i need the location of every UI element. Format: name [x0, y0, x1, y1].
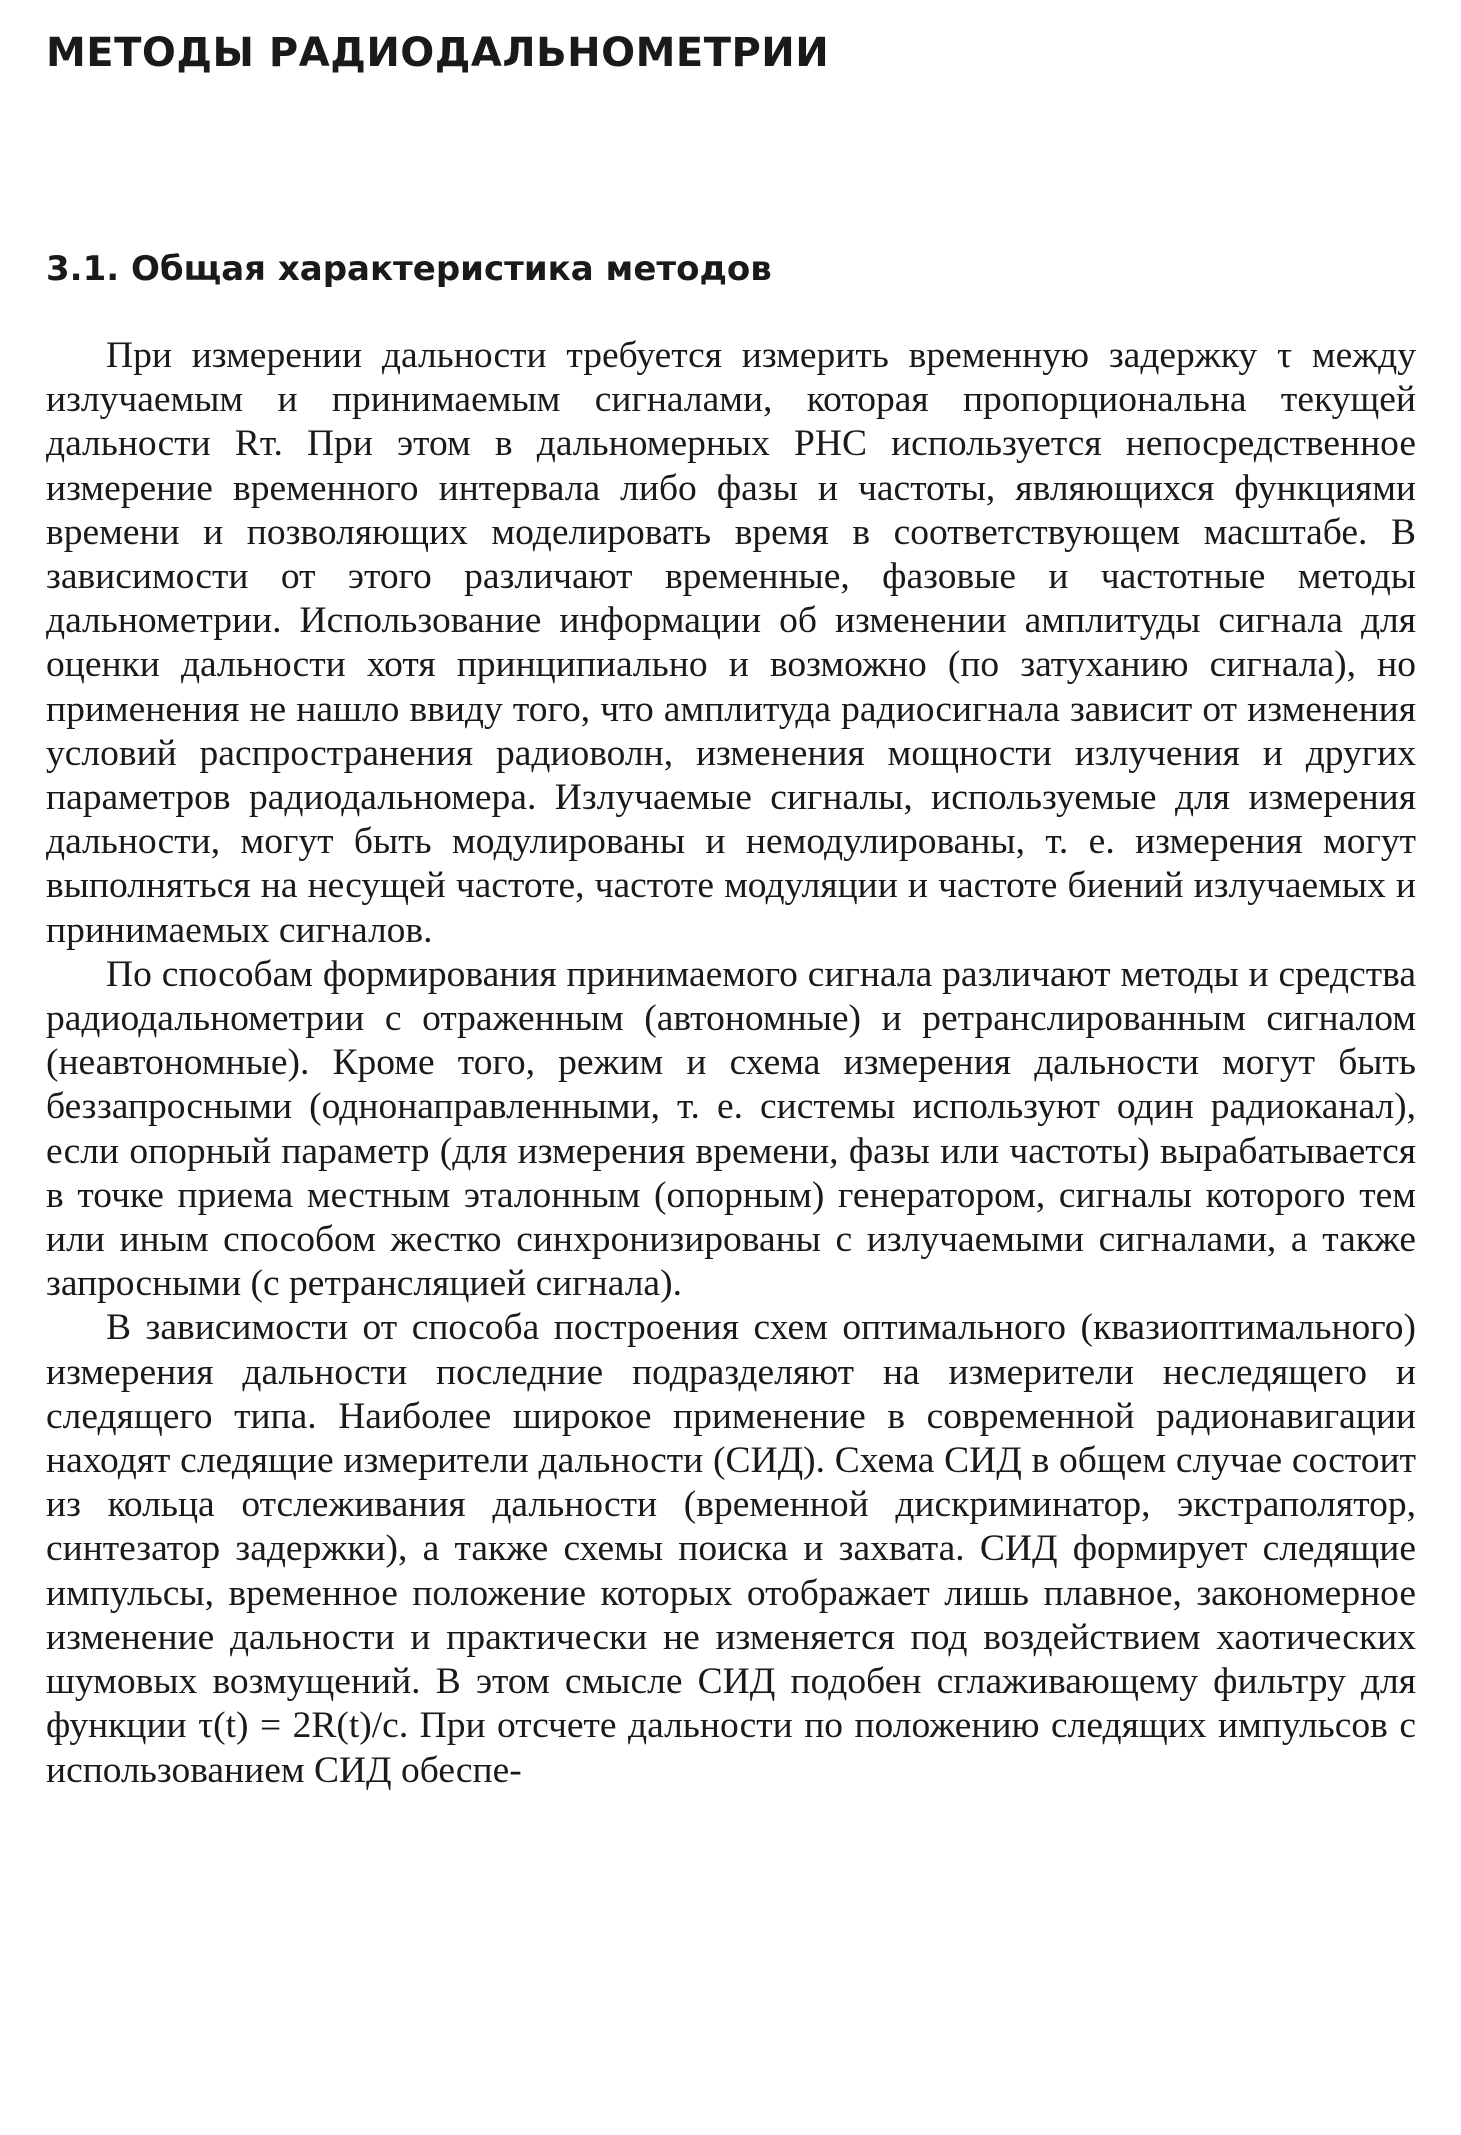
body-text: [46, 334, 1416, 1793]
document-page: [46, 26, 1416, 1793]
chapter-title: МЕТОДЫ РАДИОДАЛЬНОМЕТРИИ: [46, 30, 830, 76]
paragraph-1: При измерении дальности требуется измерить временную задержку τ между излучаемым и принимаемым сигналами, которая пропорциональна текущей дальности Rт. При этом в дальномерных РНС используется непосредственное измерение временного интервала либо фазы и частоты, являющихся функциями времени и позволяющих моделировать время в соответствующем масштабе. В зависимости от этого различают временные, фазовые и частотные методы дальнометрии. Использование информации об изменении амплитуды сигнала для оценки дальности хотя принципиально и возможно (по затуханию сигнала), но применения не нашло ввиду того, что амплитуда радиосигнала зависит от изменения условий распространения радиоволн, изменения мощности излучения и других параметров радиодальномера. Излучаемые сигналы, используемые для измерения дальности, могут быть модулированы и немодулированы, т. е. измерения могут выполняться на несущей частоте, частоте модуляции и частоте биений излучаемых и принимаемых сигналов.: [46, 335, 1416, 951]
paragraph-2: По способам формирования принимаемого сигнала различают методы и средства радиодальнометрии с отраженным (автономные) и ретранслированным сигналом (неавтономные). Кроме того, режим и схема измерения дальности могут быть беззапросными (однонаправленными, т. е. системы используют один радиоканал), если опорный параметр (для измерения времени, фазы или частоты) вырабатывается в точке приема местным эталонным (опорным) генератором, сигналы которого тем или иным способом жестко синхронизированы с излучаемыми сигналами, а также запросными (с ретрансляцией сигнала).: [46, 953, 1416, 1305]
paragraph-3: В зависимости от способа построения схем оптимального (квазиоптимального) измерения дальности последние подразделяют на измерители неследящего и следящего типа. Наиболее широкое применение в современной радионавигации находят следящие измерители дальности (СИД). Схема СИД в общем случае состоит из кольца отслеживания дальности (временной дискриминатор, экстраполятор, синтезатор задержки), а также схемы поиска и захвата. СИД формирует следящие импульсы, временное положение которых отображает лишь плавное, закономерное изменение дальности и практически не изменяется под воздействием хаотических шумовых возмущений. В этом смысле СИД подобен сглаживающему фильтру для функции τ(t) = 2R(t)/c. При отсчете дальности по положению следящих импульсов с использованием СИД обеспе-: [46, 1307, 1416, 1791]
section-title: 3.1. Общая характеристика методов: [46, 249, 772, 289]
